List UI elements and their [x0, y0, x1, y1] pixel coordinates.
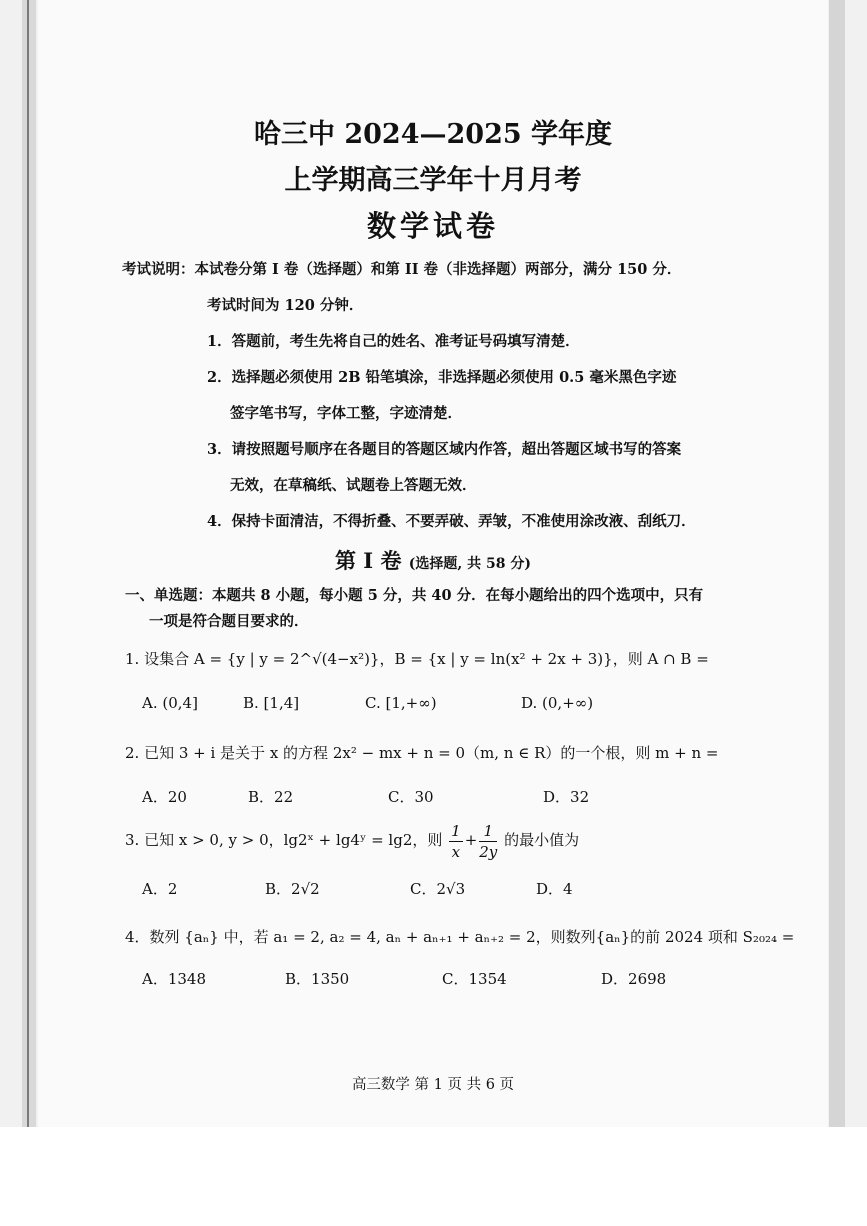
- instruction-item-2-cont: 签字笔书写，字体工整，字迹清楚．: [230, 405, 462, 422]
- question-2: 2. 已知 3 + i 是关于 x 的方程 2x² − mx + n = 0（m, n ∈ R）的一个根，则 m + n =: [125, 744, 719, 762]
- question-3-fraction-1-over-x: $\frac{1}{x}$: [451, 821, 461, 861]
- part-one-subtitle: (选择题, 共 58 分): [408, 556, 531, 572]
- exam-page: [38, 0, 828, 1127]
- question-2-option-a: A．20: [142, 788, 187, 806]
- question-2-option-c: C．30: [388, 788, 434, 806]
- part-one-title: 第 I 卷: [335, 548, 402, 573]
- question-4: 4．数列 {aₙ} 中，若 a₁ = 2, a₂ = 4, aₙ + aₙ₊₁ + aₙ₊₂ = 2，则数列{aₙ}的前 2024 项和 S₂₀₂₄ =: [125, 928, 795, 946]
- question-3-option-d: D．4: [536, 880, 573, 898]
- question-1-option-d: D. (0,+∞): [521, 694, 594, 712]
- question-3-option-c: C．2√3: [410, 880, 466, 898]
- section-one-intro: 一、单选题：本题共 8 小题，每小题 5 分，共 40 分．在每小题给出的四个选项中，只有: [125, 587, 704, 604]
- question-1: 1. 设集合 A = {y | y = 2^√(4−x²)}，B = {x | y = ln(x² + 2x + 3)}，则 A ∩ B =: [125, 650, 709, 668]
- exam-title-school: 哈三中 2024—2025 学年度: [253, 119, 613, 150]
- question-1-option-b: B. [1,4]: [243, 694, 300, 712]
- question-4-option-a: A．1348: [142, 970, 207, 988]
- exam-title-subject: 数学试卷: [366, 209, 499, 243]
- question-4-option-c: C．1354: [442, 970, 507, 988]
- instruction-item-3: 3．请按照题号顺序在各题目的答题区域内作答，超出答题区域书写的答案: [207, 441, 682, 458]
- question-3-prefix: 3. 已知 x > 0, y > 0，lg2ˣ + lg4ʸ = lg2，则: [125, 831, 443, 849]
- question-3-option-a: A．2: [142, 880, 178, 898]
- scan-left-edge: [22, 0, 36, 1127]
- question-2-option-d: D．32: [543, 788, 590, 806]
- question-4-option-b: B．1350: [285, 970, 350, 988]
- part-one-heading: [38, 545, 828, 575]
- instructions-time: 考试时间为 120 分钟．: [207, 297, 364, 314]
- question-4-option-d: D．2698: [601, 970, 667, 988]
- question-3: 3. 已知 x > 0, y > 0，lg2ˣ + lg4ʸ = lg2，则 $\frac{1}{x}$ + $\frac{1}{2y}$ 的最小值为: [125, 821, 580, 861]
- section-one-intro-cont: 一项是符合题目要求的．: [149, 613, 309, 630]
- question-2-option-b: B．22: [248, 788, 294, 806]
- instruction-item-1: 1．答题前，考生先将自己的姓名、准考证号码填写清楚．: [207, 333, 580, 350]
- question-3-option-b: B．2√2: [265, 880, 320, 898]
- scan-left-shadow: [27, 0, 29, 1127]
- question-1-option-a: A. (0,4]: [142, 694, 198, 712]
- instruction-item-2: 2．选择题必须使用 2B 铅笔填涂，非选择题必须使用 0.5 毫米黑色字迹: [207, 369, 677, 386]
- scan-right-edge: [829, 0, 845, 1127]
- question-1-option-c: C. [1,+∞): [365, 694, 437, 712]
- exam-title-term: 上学期高三学年十月月考: [284, 165, 582, 196]
- instructions-intro: 考试说明：本试卷分第 I 卷（选择题）和第 II 卷（非选择题）两部分，满分 150 分．: [122, 261, 682, 278]
- question-3-suffix: 的最小值为: [504, 831, 580, 849]
- page-footer: 高三数学 第 1 页 共 6 页: [351, 1077, 515, 1093]
- instruction-item-4: 4．保持卡面清洁，不得折叠、不要弄破、弄皱，不准使用涂改液、刮纸刀．: [207, 513, 696, 530]
- question-3-fraction-1-over-2y: $\frac{1}{2y}$: [479, 821, 498, 861]
- instruction-item-3-cont: 无效，在草稿纸、试题卷上答题无效．: [230, 477, 477, 494]
